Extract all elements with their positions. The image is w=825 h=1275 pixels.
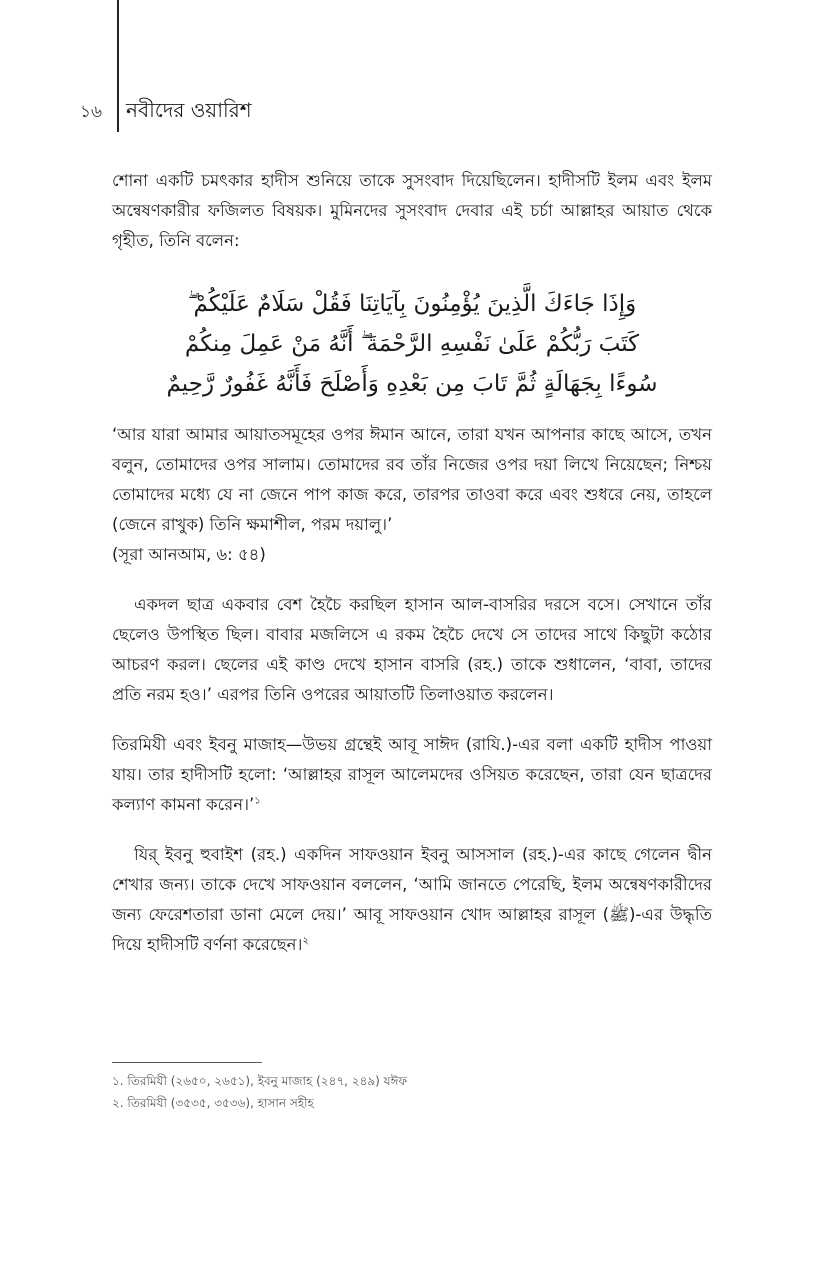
verse-translation: ‘আর যারা আমার আয়াতসমূহের ওপর ঈমান আনে, তারা যখন আপনার কাছে আসে, তখন বলুন, তোমাদের ওপর সালাম। তোমাদের রব তাঁর নিজের ওপর দয়া লিখে নিয়েছেন; নিশ্চয় তোমাদের মধ্যে যে না জেনে পাপ কাজ করে, তারপর তাওবা করে এবং শুধরে নেয়, তাহলে (জেনে রাখুক) তিনি ক্ষমাশীল, পরম দয়ালু।’ <box>112 425 712 534</box>
footnote-ref-1[interactable]: ১ <box>254 795 261 807</box>
footnotes <box>112 1070 407 1114</box>
footnote-2: ২. তিরমিযী (৩৫৩৫, ৩৫৩৬), হাসান সহীহ <box>112 1096 314 1110</box>
running-title: নবীদের ওয়ারিশ <box>126 98 252 122</box>
page-body <box>112 166 712 960</box>
footnote-ref-2[interactable]: ২ <box>302 935 309 947</box>
footnote-1: ১. তিরমিযী (২৬৫০, ২৬৫১), ইবনু মাজাহ (২৪৭, ২৪৯) যঈফ <box>112 1074 408 1088</box>
paragraph-tirmidhi <box>112 730 712 820</box>
arabic-line: سُوءًا بِجَهَالَةٍ ثُمَّ تَابَ مِن بَعْدِهِ وَأَصْلَحَ فَأَنَّهُ غَفُورٌ رَّحِيمٌ <box>166 371 658 397</box>
verse-citation: (সূরা আনআম, ৬: ৫৪) <box>112 545 266 564</box>
page-number: ১৬ <box>80 102 103 122</box>
paragraph-hasan-basri: একদল ছাত্র একবার বেশ হৈচৈ করছিল হাসান আল-বাসরির দরসে বসে। সেখানে তাঁর ছেলেও উপস্থিত ছিল। বাবার মজলিসে এ রকম হৈচৈ দেখে সে তাদের সাথে কিছুটা কঠোর আচরণ করল। ছেলের এই কাণ্ড দেখে হাসান বাসরি (রহ.) তাকে শুধালেন, ‘বাবা, তাদের প্রতি নরম হও।’ এরপর তিনি ওপরের আয়াতটি তিলাওয়াত করলেন। <box>112 595 712 704</box>
paragraph-intro: শোনা একটি চমৎকার হাদীস শুনিয়ে তাকে সুসংবাদ দিয়েছিলেন। হাদীসটি ইলম এবং ইলম অন্বেষণকারীর ফজিলত বিষয়ক। মুমিনদের সুসংবাদ দেবার এই চর্চা আল্লাহর আয়াত থেকে গৃহীত, তিনি বলেন: <box>112 171 712 250</box>
paragraph-tirmidhi-text: তিরমিযী এবং ইবনু মাজাহ—উভয় গ্রন্থেই আবূ সাঈদ (রাযি.)-এর বলা একটি হাদীস পাওয়া যায়। তার হাদীসটি হলো: ‘আল্লাহর রাসূল আলেমদের ওসিয়ত করেছেন, তারা যেন ছাত্রদের কল্যাণ কামনা করেন।’ <box>112 735 712 814</box>
arabic-line: كَتَبَ رَبُّكُمْ عَلَىٰ نَفْسِهِ الرَّحْمَةَ ۖ أَنَّهُ مَنْ عَمِلَ مِنكُمْ <box>184 331 640 357</box>
header-vertical-rule <box>117 0 119 132</box>
paragraph-zirr-text: যির্ ইবনু হুবাইশ (রহ.) একদিন সাফওয়ান ইবনু আসসাল (রহ.)-এর কাছে গেলেন দ্বীন শেখার জন্য। তাকে দেখে সাফওয়ান বললেন, ‘আমি জানতে পেরেছি, ইলম অন্বেষণকারীদের জন্য ফেরেশতারা ডানা মেলে দেয়।’ আবূ সাফওয়ান খোদ আল্লাহর রাসূল (ﷺ)-এর উদ্ধৃতি দিয়ে হাদীসটি বর্ণনা করেছেন। <box>112 845 712 954</box>
footnote-separator <box>112 1062 262 1063</box>
arabic-line: وَإِذَا جَاءَكَ الَّذِينَ يُؤْمِنُونَ بِآيَاتِنَا فَقُلْ سَلَامٌ عَلَيْكُمْ ۖ <box>187 291 637 317</box>
arabic-verse <box>112 284 712 404</box>
paragraph-zirr <box>112 840 712 960</box>
